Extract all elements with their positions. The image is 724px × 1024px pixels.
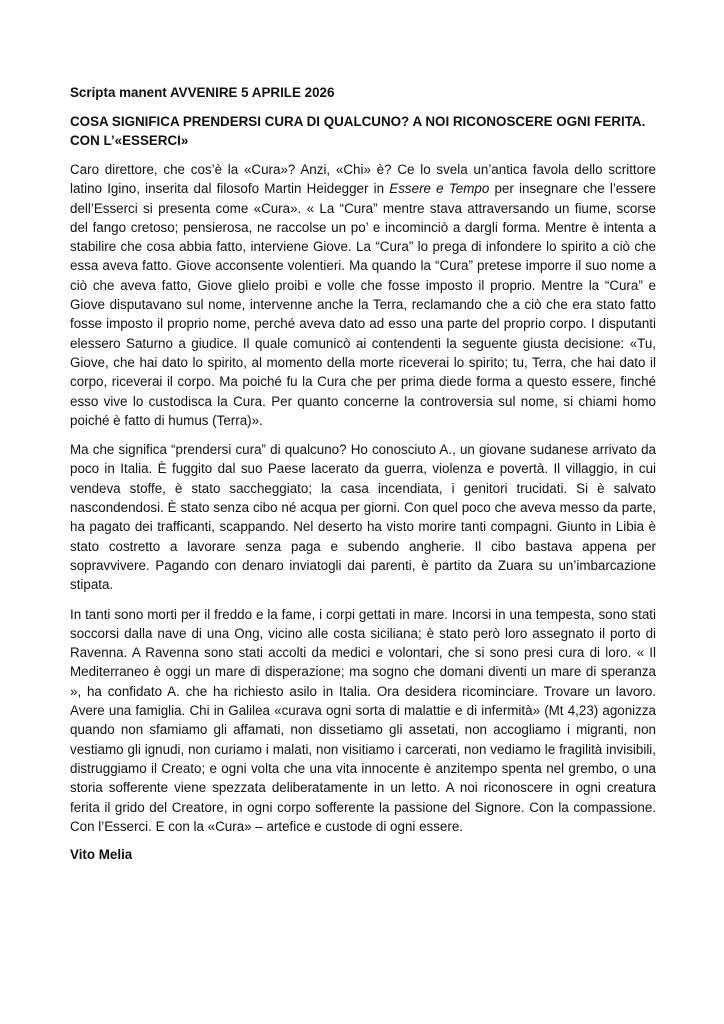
paragraph-2: Ma che significa “prendersi cura” di qualcuno? Ho conosciuto A., un giovane sudanese arrivato da poco in Italia. È fuggito dal suo Paese lacerato da guerra, violenza e povertà. Il villaggio, in cui vendeva stoffe, è stato saccheggiato; la casa incendiata, i genitori trucidati. Si è salvato nascondendosi. È stato senza cibo né acqua per giorni. Con quel poco che aveva messo da parte, ha pagato dei trafficanti, scappando. Nel deserto ha visto morire tanti compagni. Giunto in Libia è stato costretto a lavorare senza paga e subendo angherie. Il cibo bastava appena per sopravvivere. Pagando con denaro inviatogli dai parenti, è partito da Zuara su un’imbarcazione stipata. xyxy=(70,442,656,593)
article-kicker: Scripta manent AVVENIRE 5 APRILE 2026 xyxy=(70,85,335,100)
paragraph-1-end: per insegnare che l’essere dell’Esserci si presenta come «Cura». « La “Cura” mentre stava attraversando un fiume, scorse del fango cretoso; pensierosa, ne raccolse un po’ e incominciò a dargli forma. Mentre è intenta a stabilire che cosa abbia fatto, interviene Giove. La “Cura” lo prega di infondere lo spirito a ciò che essa aveva fatto. Giove acconsente volentieri. Ma quando la “Cura” pretese imporre il suo nome a ciò che aveva fatto, Giove glielo proibì e volle che fosse imposto il proprio. Mentre la “Cura” e Giove disputavano sul nome, intervenne anche la Terra, reclamando che a ciò che era stato fatto fosse imposto il proprio nome, perché aveva dato ad esso una parte del proprio corpo. I disputanti elessero Saturno a giudice. Il quale comunicò ai contendenti la seguente giusta decisione: «Tu, Giove, che hai dato lo spirito, al momento della morte riceverai lo spirito; tu, Terra, che hai dato il corpo, riceverai il corpo. Ma poiché fu la Cura che per prima diede forma a questo essere, finché esso vive lo custodisca la Cura. Per quanto concerne la controversia sul nome, si chiami homo poiché è fatto di humus (Terra)». xyxy=(70,181,656,428)
author-signature: Vito Melia xyxy=(70,847,133,863)
article xyxy=(70,84,656,864)
article-body xyxy=(70,160,656,836)
paragraph-1 xyxy=(70,160,656,430)
paragraph-3: In tanti sono morti per il freddo e la fame, i corpi gettati in mare. Incorsi in una tempesta, sono stati soccorsi dalla nave di una Ong, vicino alle costa siciliana; è stato però loro assegnato il porto di Ravenna. A Ravenna sono stati accolti da medici e volontari, che si sono presi cura di loro. « Il Mediterraneo è oggi un mare di disperazione; ma sogno che domani diventi un mare di speranza », ha confidato A. che ha richiesto asilo in Italia. Ora desidera ricominciare. Trovare un lavoro. Avere una famiglia. Chi in Galilea «curava ogni sorta di malattie e di infermità» (Mt 4,23) agonizza quando non sfamiamo gli affamati, non dissetiamo gli assetati, non accogliamo i migranti, non vestiamo gli ignudi, non curiamo i malati, non visitiamo i carcerati, non vediamo le fragilità invisibili, distruggiamo il Creato; e ogni volta che una vita innocente è anzitempo spenta nel grembo, o una storia sofferente viene spezzata deliberatamente in un letto. A noi riconoscere in ogni creatura ferita il grido del Creatore, in ogni corpo sofferente la passione del Signore. Con la compassione. Con l’Esserci. E con la «Cura» – artefice e custode di ogni essere. xyxy=(70,606,656,834)
paragraph-1-start: Caro direttore, che cos’è la «Cura»? Anzi, «Chi» è? Ce lo svela un’antica favola dello scrittore latino Igino, inserita dal filosofo Martin Heidegger in xyxy=(70,162,656,197)
article-headline: COSA SIGNIFICA PRENDERSI CURA DI QUALCUNO? A NOI RICONOSCERE OGNI FERITA. CON L’«ESSERCI» xyxy=(70,114,646,148)
book-title: Essere e Tempo xyxy=(389,181,490,197)
